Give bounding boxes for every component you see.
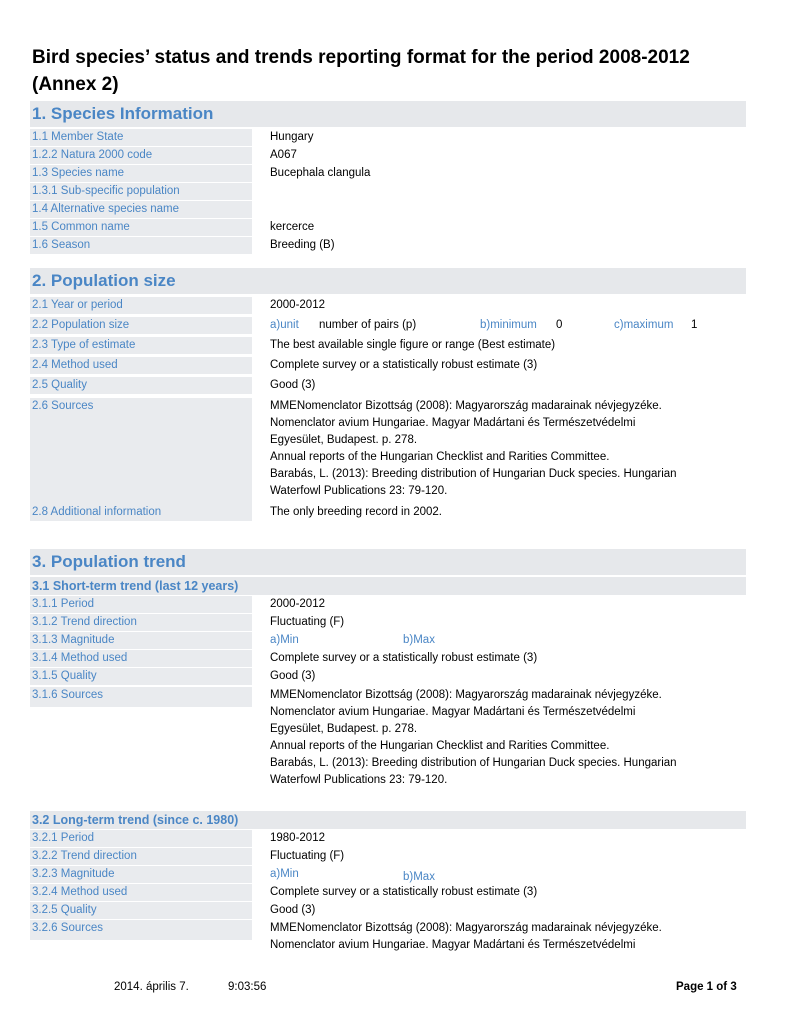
unit-value: number of pairs (p) (319, 319, 417, 331)
long-trend-direction-value: Fluctuating (F) (270, 850, 345, 862)
source-line: Barabás, L. (2013): Breeding distribution of Hungarian Duck species. Hungarian (270, 757, 677, 769)
method-used-value: Complete survey or a statistically robust estimate (3) (270, 359, 538, 371)
quality-label: 2.5 Quality (30, 377, 252, 394)
season-value: Breeding (B) (270, 239, 335, 251)
source-line: Barabás, L. (2013): Breeding distribution of Hungarian Duck species. Hungarian (270, 468, 677, 480)
long-magnitude-label: 3.2.3 Magnitude (30, 866, 252, 883)
short-trend-direction-label: 3.1.2 Trend direction (30, 614, 252, 631)
sources-value (270, 398, 746, 500)
season-label: 1.6 Season (30, 237, 252, 254)
source-line: Nomenclator avium Hungariae. Magyar Madártani és Természetvédelmi (270, 706, 636, 718)
section-population-size-header: 2. Population size (30, 268, 746, 294)
long-quality-value: Good (3) (270, 904, 316, 916)
source-line: Waterfowl Publications 23: 79-120. (270, 485, 448, 497)
short-magnitude-label: 3.1.3 Magnitude (30, 632, 252, 649)
short-quality-label: 3.1.5 Quality (30, 668, 252, 685)
short-method-used-label: 3.1.4 Method used (30, 650, 252, 667)
natura-code-label: 1.2.2 Natura 2000 code (30, 147, 252, 164)
short-max-label: b)Max (403, 634, 435, 646)
document-title-line2: (Annex 2) (32, 74, 119, 95)
source-line: Waterfowl Publications 23: 79-120. (270, 774, 448, 786)
long-method-used-label: 3.2.4 Method used (30, 884, 252, 901)
long-term-trend-header: 3.2 Long-term trend (since c. 1980) (30, 811, 746, 829)
member-state-label: 1.1 Member State (30, 129, 252, 146)
short-min-label: a)Min (270, 634, 299, 646)
source-line: Nomenclator avium Hungariae. Magyar Madártani és Természetvédelmi (270, 939, 636, 951)
long-quality-label: 3.2.5 Quality (30, 902, 252, 919)
sub-specific-population-label: 1.3.1 Sub-specific population (30, 183, 252, 200)
member-state-value: Hungary (270, 131, 314, 143)
long-max-label: b)Max (403, 871, 435, 883)
long-period-value: 1980-2012 (270, 832, 325, 844)
natura-code-value: A067 (270, 149, 297, 161)
page-number: Page 1 of 3 (676, 981, 737, 993)
source-line: Egyesület, Budapest. p. 278. (270, 723, 418, 735)
year-or-period-value: 2000-2012 (270, 299, 325, 311)
species-name-label: 1.3 Species name (30, 165, 252, 182)
additional-information-label: 2.8 Additional information (30, 504, 252, 521)
species-name-value: Bucephala clangula (270, 167, 371, 179)
population-size-label: 2.2 Population size (30, 317, 252, 334)
long-trend-direction-label: 3.2.2 Trend direction (30, 848, 252, 865)
short-trend-direction-value: Fluctuating (F) (270, 616, 345, 628)
common-name-label: 1.5 Common name (30, 219, 252, 236)
source-line: Nomenclator avium Hungariae. Magyar Madártani és Természetvédelmi (270, 417, 636, 429)
additional-information-value: The only breeding record in 2002. (270, 506, 442, 518)
section-population-trend-header: 3. Population trend (30, 549, 746, 575)
maximum-value: 1 (691, 319, 698, 331)
long-method-used-value: Complete survey or a statistically robust estimate (3) (270, 886, 538, 898)
document-title-line1: Bird species’ status and trends reporting format for the period 2008-2012 (32, 47, 690, 68)
source-line: Annual reports of the Hungarian Checklist and Rarities Committee. (270, 740, 610, 752)
long-sources-label: 3.2.6 Sources (30, 920, 252, 940)
short-period-label: 3.1.1 Period (30, 596, 252, 613)
method-used-label: 2.4 Method used (30, 357, 252, 374)
minimum-value: 0 (556, 319, 563, 331)
section-species-information-header: 1. Species Information (30, 101, 746, 127)
source-line: MMENomenclator Bizottság (2008): Magyarország madarainak névjegyzéke. (270, 922, 662, 934)
minimum-label: b)minimum (480, 319, 537, 331)
sources-label: 2.6 Sources (30, 398, 252, 511)
common-name-value: kercerce (270, 221, 315, 233)
short-sources-label: 3.1.6 Sources (30, 687, 252, 707)
unit-label: a)unit (270, 319, 299, 331)
long-min-label: a)Min (270, 868, 299, 880)
type-of-estimate-value: The best available single figure or range (Best estimate) (270, 339, 556, 351)
short-method-used-value: Complete survey or a statistically robust estimate (3) (270, 652, 538, 664)
alternative-species-name-label: 1.4 Alternative species name (30, 201, 252, 218)
short-quality-value: Good (3) (270, 670, 316, 682)
short-term-trend-header: 3.1 Short-term trend (last 12 years) (30, 577, 746, 595)
footer-time: 9:03:56 (228, 981, 267, 993)
year-or-period-label: 2.1 Year or period (30, 297, 252, 314)
short-sources-value (270, 687, 746, 789)
source-line: MMENomenclator Bizottság (2008): Magyarország madarainak névjegyzéke. (270, 689, 662, 701)
maximum-label: c)maximum (614, 319, 674, 331)
type-of-estimate-label: 2.3 Type of estimate (30, 337, 252, 354)
long-period-label: 3.2.1 Period (30, 830, 252, 847)
quality-value: Good (3) (270, 379, 316, 391)
long-sources-value (270, 920, 746, 954)
source-line: Annual reports of the Hungarian Checklist and Rarities Committee. (270, 451, 610, 463)
short-period-value: 2000-2012 (270, 598, 325, 610)
footer-date: 2014. április 7. (114, 981, 189, 993)
document-title (32, 44, 762, 98)
source-line: MMENomenclator Bizottság (2008): Magyarország madarainak névjegyzéke. (270, 400, 662, 412)
source-line: Egyesület, Budapest. p. 278. (270, 434, 418, 446)
